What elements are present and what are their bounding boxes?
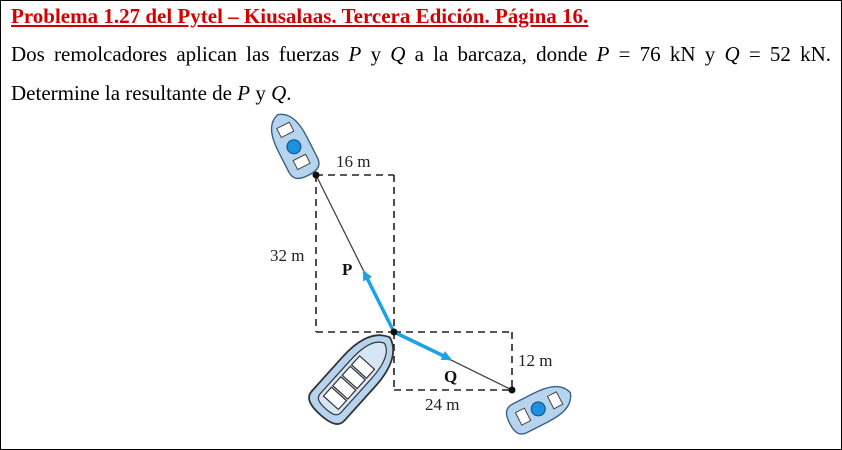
force-arrow-q: [394, 332, 450, 359]
dimension-label-16m: 16 m: [336, 152, 371, 171]
dimension-label-24m: 24 m: [425, 395, 460, 414]
problem-title: Problema 1.27 del Pytel – Kiusalaas. Tercera Edición. Página 16.: [11, 4, 589, 28]
text-segment: = 76 kN y: [609, 42, 725, 66]
var-p: P: [596, 42, 610, 66]
attach-point-q: [509, 387, 516, 394]
vector-label-p: P: [342, 260, 353, 279]
dimension-label-32m: 32 m: [270, 246, 305, 265]
var-q: Q: [271, 81, 287, 105]
vector-label-q: Q: [444, 367, 458, 386]
tugboat-p: [263, 107, 322, 182]
var-p: P: [237, 81, 251, 105]
attach-point-barge: [391, 329, 398, 336]
text-segment: a la barcaza, donde: [405, 42, 597, 66]
var-q: Q: [724, 42, 740, 66]
var-q: Q: [390, 42, 406, 66]
var-p: P: [348, 42, 362, 66]
dimension-label-12m: 12 m: [518, 351, 553, 370]
text-segment: = 52 kN.: [739, 42, 832, 66]
text-segment: y: [361, 42, 391, 66]
text-segment: y: [250, 81, 272, 105]
text-segment: Determine la resultante de: [11, 81, 238, 105]
barge: [304, 323, 406, 430]
force-arrow-p: [364, 272, 394, 332]
text-segment: Dos remolcadores aplican las fuerzas: [11, 42, 349, 66]
text-segment: .: [286, 81, 292, 105]
